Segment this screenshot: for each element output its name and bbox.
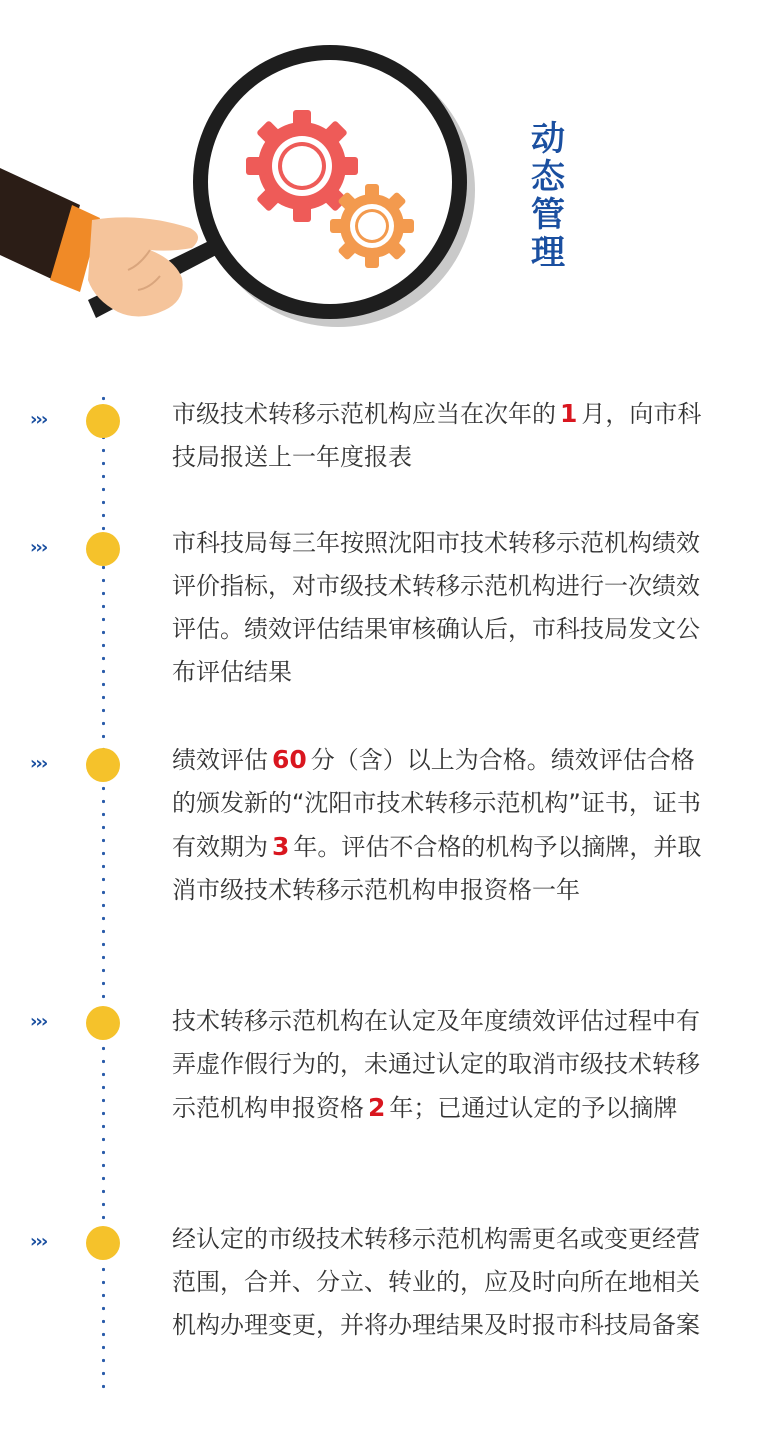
chevron-right-triple-icon: ››› bbox=[30, 537, 47, 558]
title-char: 态 bbox=[531, 157, 565, 197]
yellow-dot-icon bbox=[86, 404, 120, 438]
chevron-right-triple-icon: ››› bbox=[30, 1231, 47, 1252]
item-text: 绩效评估 60 分（含）以上为合格。绩效评估合格的颁发新的“沈阳市技术转移示范机构”证书，证书有效期为 3 年。评估不合格的机构予以摘牌，并取消市级技术转移示范机构申报资格一年 bbox=[172, 745, 702, 904]
title-char: 管 bbox=[531, 195, 565, 235]
chevron-right-triple-icon: ››› bbox=[30, 1011, 47, 1032]
item-text: 市级技术转移示范机构应当在次年的 1 月，向市科技局报送上一年度报表 bbox=[172, 399, 702, 471]
yellow-dot-icon bbox=[86, 1226, 120, 1260]
highlight-number: 3 bbox=[272, 832, 290, 861]
chevron-right-triple-icon: ››› bbox=[30, 409, 47, 430]
highlight-number: 2 bbox=[368, 1093, 386, 1122]
title-char: 动 bbox=[531, 119, 565, 159]
chevron-right-triple-icon: ››› bbox=[30, 753, 47, 774]
highlight-number: 1 bbox=[560, 399, 578, 428]
magnifier-gears-icon bbox=[0, 0, 768, 360]
item-text: 市科技局每三年按照沈阳市技术转移示范机构绩效评价指标，对市级技术转移示范机构进行一次绩效评估。绩效评估结果审核确认后，市科技局发文公布评估结果 bbox=[172, 529, 700, 686]
yellow-dot-icon bbox=[86, 532, 120, 566]
hero-illustration bbox=[0, 0, 768, 360]
item-text: 经认定的市级技术转移示范机构需更名或变更经营范围，合并、分立、转业的，应及时向所在地相关机构办理变更，并将办理结果及时报市科技局备案 bbox=[172, 1225, 700, 1339]
yellow-dot-icon bbox=[86, 1006, 120, 1040]
title-char: 理 bbox=[531, 233, 565, 273]
gear-small-icon bbox=[330, 184, 414, 268]
highlight-number: 60 bbox=[272, 745, 307, 774]
yellow-dot-icon bbox=[86, 748, 120, 782]
gear-big-icon bbox=[246, 110, 358, 222]
item-text: 技术转移示范机构在认定及年度绩效评估过程中有弄虚作假行为的，未通过认定的取消市级技术转移示范机构申报资格 2 年；已通过认定的予以摘牌 bbox=[172, 1007, 700, 1122]
page-title bbox=[524, 120, 572, 272]
